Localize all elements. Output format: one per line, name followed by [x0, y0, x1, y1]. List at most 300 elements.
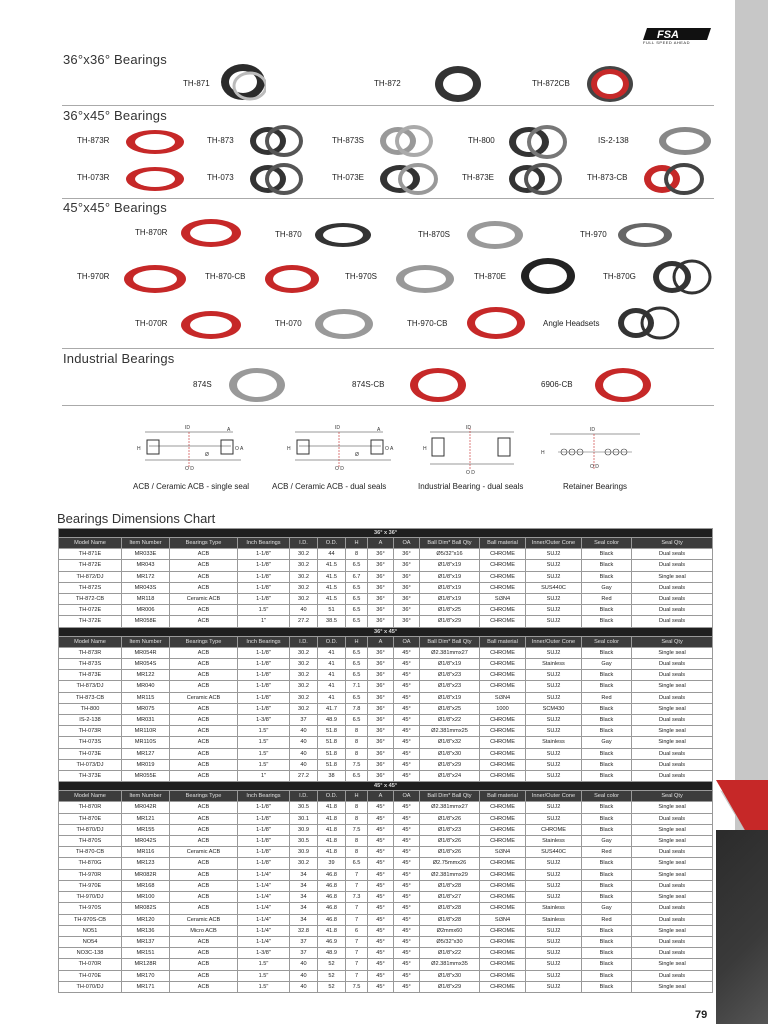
table-cell: 7.5	[346, 981, 368, 992]
table-cell: CHROME	[526, 824, 582, 835]
table-cell: Ø1/8"x29	[420, 616, 480, 627]
table-cell: NO54	[59, 936, 122, 947]
table-cell: 7	[346, 914, 368, 925]
table-cell: MR033E	[122, 549, 170, 560]
table-cell: 34	[290, 880, 318, 891]
table-cell: TH-873-CB	[59, 692, 122, 703]
section-divider	[62, 348, 714, 349]
table-cell: 1.5"	[238, 605, 290, 616]
table-cell: 45°	[394, 959, 420, 970]
table-cell: 41	[318, 647, 346, 658]
table-cell: Dual seals	[632, 914, 713, 925]
table-row	[59, 560, 713, 571]
table-cell: 36°	[368, 605, 394, 616]
table-cell: Dual seals	[632, 715, 713, 726]
table-cell: CHROME	[480, 726, 526, 737]
table-cell: SUJ2	[526, 670, 582, 681]
table-cell: TH-872/DJ	[59, 571, 122, 582]
table-cell: 1-1/8"	[238, 836, 290, 847]
table-row	[59, 605, 713, 616]
table-cell: Gay	[582, 836, 632, 847]
table-cell: CHROME	[480, 824, 526, 835]
column-header: Item Number	[122, 636, 170, 647]
diagram-label-id: ID	[335, 425, 340, 431]
table-cell: MR055E	[122, 771, 170, 782]
table-cell: 45°	[368, 981, 394, 992]
table-cell: Single seal	[632, 892, 713, 903]
table-row	[59, 824, 713, 835]
bearing-image-th873e	[507, 162, 563, 196]
table-cell: MR082S	[122, 903, 170, 914]
bearing-image-is2138	[657, 124, 713, 158]
column-header: Model Name	[59, 538, 122, 549]
table-cell: ACB	[170, 869, 238, 880]
table-cell: Black	[582, 571, 632, 582]
table-cell: 51.8	[318, 748, 346, 759]
table-cell: 7	[346, 970, 368, 981]
table-cell: 8	[346, 847, 368, 858]
table-cell: ACB	[170, 813, 238, 824]
table-cell: 45°	[368, 959, 394, 970]
table-cell: 1-1/8"	[238, 659, 290, 670]
table-row	[59, 771, 713, 782]
table-cell: Single seal	[632, 824, 713, 835]
table-row	[59, 737, 713, 748]
table-cell: Ø1/8"x19	[420, 594, 480, 605]
diagram-caption: Industrial Bearing - dual seals	[418, 482, 524, 491]
table-cell: 7.3	[346, 892, 368, 903]
table-cell: 40	[290, 959, 318, 970]
section-divider	[62, 105, 714, 106]
table-cell: 36°	[368, 759, 394, 770]
table-cell: 1-1/4"	[238, 914, 290, 925]
table-cell: Ø1/8"x30	[420, 748, 480, 759]
table-cell: Si3N4	[480, 594, 526, 605]
table-cell: CHROME	[480, 771, 526, 782]
table-cell: ACB	[170, 703, 238, 714]
table-cell: CHROME	[480, 748, 526, 759]
table-row	[59, 726, 713, 737]
table-cell: 30.2	[290, 582, 318, 593]
diagram-label-phi: Ø	[205, 452, 209, 458]
table-cell: ACB	[170, 681, 238, 692]
table-cell: Dual seals	[632, 692, 713, 703]
table-cell: 38.5	[318, 616, 346, 627]
table-cell: MR042R	[122, 802, 170, 813]
table-row	[59, 936, 713, 947]
table-cell: Black	[582, 858, 632, 869]
table-cell: ACB	[170, 836, 238, 847]
table-cell: CHROME	[480, 869, 526, 880]
diagram-label-phi: Ø	[355, 452, 359, 458]
table-cell: 45°	[394, 802, 420, 813]
table-cell: 8	[346, 549, 368, 560]
table-cell: CHROME	[480, 813, 526, 824]
product-label: Angle Headsets	[543, 319, 600, 328]
table-cell: CHROME	[480, 836, 526, 847]
table-cell: Dual seals	[632, 813, 713, 824]
table-cell: CHROME	[480, 737, 526, 748]
table-cell: Single seal	[632, 925, 713, 936]
product-label: TH-070R	[135, 319, 168, 328]
table-cell: 6	[346, 925, 368, 936]
table-cell: 1-1/8"	[238, 560, 290, 571]
table-cell: NO3C-138	[59, 948, 122, 959]
column-header: H	[346, 538, 368, 549]
table-cell: CHROME	[480, 571, 526, 582]
table-cell: 36°	[394, 616, 420, 627]
table-cell: Gay	[582, 737, 632, 748]
table-cell: MR110S	[122, 737, 170, 748]
diagram-label-h: H	[423, 446, 427, 452]
table-cell: Ø2.75mmx26	[420, 858, 480, 869]
table-cell: 36°	[368, 681, 394, 692]
table-cell: TH-070R	[59, 959, 122, 970]
table-cell: 1"	[238, 616, 290, 627]
table-cell: Ø1/8"x29	[420, 759, 480, 770]
product-label: TH-870E	[474, 272, 507, 281]
column-header: Inch Bearings	[238, 538, 290, 549]
table-cell: TH-073E	[59, 748, 122, 759]
table-cell: Dual seals	[632, 616, 713, 627]
table-cell: 37	[290, 715, 318, 726]
bearing-image-th970cb	[465, 304, 527, 342]
table-row	[59, 858, 713, 869]
column-header: Ball Dim* Ball Qty	[420, 538, 480, 549]
table-cell: ACB	[170, 659, 238, 670]
product-label: TH-073E	[332, 173, 365, 182]
table-cell: SUJ2	[526, 681, 582, 692]
table-cell: MR058E	[122, 616, 170, 627]
table-cell: CHROME	[480, 715, 526, 726]
section-divider	[62, 198, 714, 199]
column-header: Ball material	[480, 538, 526, 549]
table-cell: 36°	[368, 670, 394, 681]
table-cell: 41.8	[318, 836, 346, 847]
section-title-45x45: 45°x45° Bearings	[63, 200, 167, 215]
table-cell: ACB	[170, 959, 238, 970]
table-cell: 45°	[394, 771, 420, 782]
table-cell: Black	[582, 549, 632, 560]
table-cell: 30.2	[290, 647, 318, 658]
table-cell: 30.9	[290, 847, 318, 858]
table-cell: Ø1/8"x23	[420, 681, 480, 692]
bearing-image-th070r	[180, 308, 242, 342]
table-cell: MR122	[122, 670, 170, 681]
table-cell: ACB	[170, 737, 238, 748]
table-cell: 45°	[368, 892, 394, 903]
column-header: Seal color	[582, 538, 632, 549]
product-label: TH-800	[468, 136, 495, 145]
column-header: Seal color	[582, 636, 632, 647]
table-cell: CHROME	[480, 981, 526, 992]
table-cell: Single seal	[632, 681, 713, 692]
table-cell: 45°	[394, 692, 420, 703]
table-cell: Dual seals	[632, 748, 713, 759]
table-cell: Dual seals	[632, 880, 713, 891]
table-cell: 36°	[368, 771, 394, 782]
diagram-label-oa: O A	[235, 446, 244, 452]
table-cell: SUJ2	[526, 594, 582, 605]
table-cell: TH-871E	[59, 549, 122, 560]
table-cell: TH-072E	[59, 605, 122, 616]
table-cell: SUJ2	[526, 880, 582, 891]
diagram-label-h: H	[287, 446, 291, 452]
diagram-label-id: ID	[185, 425, 190, 431]
table-cell: 45°	[368, 858, 394, 869]
table-cell: 45°	[394, 824, 420, 835]
table-cell: Single seal	[632, 571, 713, 582]
table-row	[59, 703, 713, 714]
table-cell: 45°	[394, 813, 420, 824]
table-cell: 45°	[368, 869, 394, 880]
table-cell: TH-872-CB	[59, 594, 122, 605]
table-cell: Gay	[582, 659, 632, 670]
table-cell: 27.2	[290, 616, 318, 627]
table-cell: TH-372E	[59, 616, 122, 627]
table-cell: Black	[582, 616, 632, 627]
table-cell: 1-1/4"	[238, 925, 290, 936]
table-cell: 30.9	[290, 824, 318, 835]
table-row	[59, 813, 713, 824]
table-cell: 7	[346, 903, 368, 914]
table-cell: CHROME	[480, 959, 526, 970]
table-cell: CHROME	[480, 802, 526, 813]
table-cell: 6.5	[346, 616, 368, 627]
table-cell: 34	[290, 869, 318, 880]
product-label: TH-070	[275, 319, 302, 328]
table-cell: 6.7	[346, 571, 368, 582]
table-cell: 41.5	[318, 582, 346, 593]
table-cell: 1.5"	[238, 748, 290, 759]
table-cell: 36°	[368, 582, 394, 593]
product-label: TH-871	[183, 79, 210, 88]
table-cell: CHROME	[480, 903, 526, 914]
bearing-image-th870g	[650, 258, 712, 296]
table-cell: SUJ2	[526, 925, 582, 936]
bearing-image-th871	[220, 62, 266, 102]
table-cell: ACB	[170, 970, 238, 981]
table-cell: MR136	[122, 925, 170, 936]
table-cell: Ø1/8"x32	[420, 737, 480, 748]
table-cell: 1-1/8"	[238, 802, 290, 813]
table-cell: 34	[290, 892, 318, 903]
bearing-image-th870cb	[263, 262, 321, 296]
table-cell: Dual seals	[632, 582, 713, 593]
column-header: O.D.	[318, 538, 346, 549]
table-cell: Ø2.381mmx35	[420, 959, 480, 970]
table-cell: TH-970S	[59, 903, 122, 914]
table-section-header	[59, 782, 713, 791]
table-cell: Ø1/8"x27	[420, 892, 480, 903]
table-cell: 45°	[394, 981, 420, 992]
column-header: Ball material	[480, 636, 526, 647]
table-cell: 6.5	[346, 670, 368, 681]
table-cell: TH-970R	[59, 869, 122, 880]
table-cell: Black	[582, 802, 632, 813]
column-header: O.D.	[318, 791, 346, 802]
table-cell: MR082R	[122, 869, 170, 880]
table-cell: Black	[582, 892, 632, 903]
table-cell: Black	[582, 681, 632, 692]
table-cell: 36°	[394, 594, 420, 605]
table-cell: 45°	[368, 914, 394, 925]
table-cell: Ø2.381mmx27	[420, 802, 480, 813]
table-cell: Single seal	[632, 647, 713, 658]
table-cell: Dual seals	[632, 759, 713, 770]
column-header: Item Number	[122, 791, 170, 802]
product-label: TH-873E	[462, 173, 495, 182]
table-cell: MR121	[122, 813, 170, 824]
table-cell: TH-070E	[59, 970, 122, 981]
section-header-cell: 45° x 45°	[59, 782, 713, 791]
table-row	[59, 616, 713, 627]
table-cell: ACB	[170, 948, 238, 959]
table-cell: 6.5	[346, 858, 368, 869]
table-cell: ACB	[170, 880, 238, 891]
table-cell: ACB	[170, 903, 238, 914]
table-cell: 46.9	[318, 936, 346, 947]
table-row	[59, 582, 713, 593]
bearing-image-6906cb	[593, 366, 653, 404]
table-cell: 36°	[394, 582, 420, 593]
table-cell: 41.8	[318, 802, 346, 813]
table-cell: 1-1/8"	[238, 703, 290, 714]
table-cell: 45°	[394, 647, 420, 658]
table-cell: TH-870-CB	[59, 847, 122, 858]
table-cell: 41.5	[318, 571, 346, 582]
bearing-image-th970s	[394, 262, 456, 296]
diagram-label-h: H	[541, 450, 545, 456]
table-cell: 46.8	[318, 903, 346, 914]
table-row	[59, 692, 713, 703]
column-header: Inner/Outer Cone	[526, 791, 582, 802]
table-cell: CHROME	[480, 549, 526, 560]
column-header: Bearings Type	[170, 538, 238, 549]
table-cell: MR151	[122, 948, 170, 959]
table-cell: 1.5"	[238, 726, 290, 737]
table-cell: MR100	[122, 892, 170, 903]
table-cell: MR127	[122, 748, 170, 759]
bearing-image-th073r	[125, 164, 185, 194]
table-cell: 48.9	[318, 948, 346, 959]
table-cell: 45°	[368, 925, 394, 936]
table-cell: ACB	[170, 582, 238, 593]
table-cell: 45°	[394, 948, 420, 959]
table-cell: 7	[346, 959, 368, 970]
table-cell: 30.2	[290, 549, 318, 560]
table-cell: Ø1/8"x19	[420, 582, 480, 593]
table-cell: ACB	[170, 802, 238, 813]
table-cell: 1.5"	[238, 759, 290, 770]
table-cell: 6.5	[346, 692, 368, 703]
table-cell: 1-1/4"	[238, 903, 290, 914]
table-cell: Ø5/32"x16	[420, 549, 480, 560]
table-cell: MR115	[122, 692, 170, 703]
bearing-image-th870s	[465, 218, 525, 252]
table-cell: 40	[290, 970, 318, 981]
table-cell: Single seal	[632, 737, 713, 748]
column-header: OA	[394, 636, 420, 647]
table-cell: Ø2mmx60	[420, 925, 480, 936]
table-cell: Ø1/8"x24	[420, 771, 480, 782]
table-row	[59, 759, 713, 770]
bearing-image-angle-headsets	[616, 304, 680, 342]
table-cell: TH-073S	[59, 737, 122, 748]
table-cell: MR042S	[122, 836, 170, 847]
diagram-caption: ACB / Ceramic ACB - single seal	[133, 482, 250, 491]
table-cell: CHROME	[480, 670, 526, 681]
table-cell: TH-870E	[59, 813, 122, 824]
table-cell: 36°	[394, 560, 420, 571]
bearing-image-th872cb	[585, 64, 635, 104]
table-column-headers	[59, 538, 713, 549]
table-cell: 36°	[368, 659, 394, 670]
table-cell: Black	[582, 869, 632, 880]
column-header: Inch Bearings	[238, 791, 290, 802]
table-cell: 36°	[368, 560, 394, 571]
column-header: A	[368, 791, 394, 802]
table-cell: 45°	[368, 836, 394, 847]
table-cell: 45°	[394, 869, 420, 880]
table-cell: MR168	[122, 880, 170, 891]
table-row	[59, 914, 713, 925]
diagram-label-od: O D	[466, 470, 475, 476]
table-cell: Red	[582, 847, 632, 858]
table-cell: CHROME	[480, 681, 526, 692]
table-cell: 6.5	[346, 659, 368, 670]
table-row	[59, 659, 713, 670]
table-cell: 36°	[368, 748, 394, 759]
table-cell: 1-1/8"	[238, 594, 290, 605]
table-cell: 7	[346, 880, 368, 891]
table-cell: 36°	[368, 692, 394, 703]
table-cell: MR155	[122, 824, 170, 835]
table-cell: Ø1/8"x19	[420, 571, 480, 582]
table-cell: Gay	[582, 582, 632, 593]
table-cell: SUJ2	[526, 692, 582, 703]
product-label: 874S	[193, 380, 212, 389]
diagram-caption: Retainer Bearings	[563, 482, 628, 491]
table-cell: CHROME	[480, 948, 526, 959]
section-title-36x45: 36°x45° Bearings	[63, 108, 167, 123]
table-cell: 30.2	[290, 670, 318, 681]
table-cell: Red	[582, 594, 632, 605]
table-cell: 6.5	[346, 715, 368, 726]
diagram-caption: ACB / Ceramic ACB - dual seals	[272, 482, 387, 491]
table-cell: Ø1/8"x28	[420, 880, 480, 891]
corner-decoration-dark	[716, 830, 768, 1024]
table-cell: 30.1	[290, 813, 318, 824]
product-label: TH-873	[207, 136, 234, 145]
diagram-label-od: O D	[185, 466, 194, 472]
column-header: Model Name	[59, 791, 122, 802]
table-cell: 51.8	[318, 737, 346, 748]
table-cell: Dual seals	[632, 659, 713, 670]
table-cell: 1-3/8"	[238, 948, 290, 959]
table-cell: 46.8	[318, 869, 346, 880]
table-cell: Ceramic ACB	[170, 914, 238, 925]
table-cell: MR171	[122, 981, 170, 992]
table-cell: 45°	[394, 703, 420, 714]
table-cell: MR116	[122, 847, 170, 858]
table-cell: 1-3/8"	[238, 715, 290, 726]
table-cell: 1.5"	[238, 959, 290, 970]
column-header: Model Name	[59, 636, 122, 647]
product-label: TH-873R	[77, 136, 110, 145]
table-cell: 46.8	[318, 914, 346, 925]
table-cell: Black	[582, 970, 632, 981]
